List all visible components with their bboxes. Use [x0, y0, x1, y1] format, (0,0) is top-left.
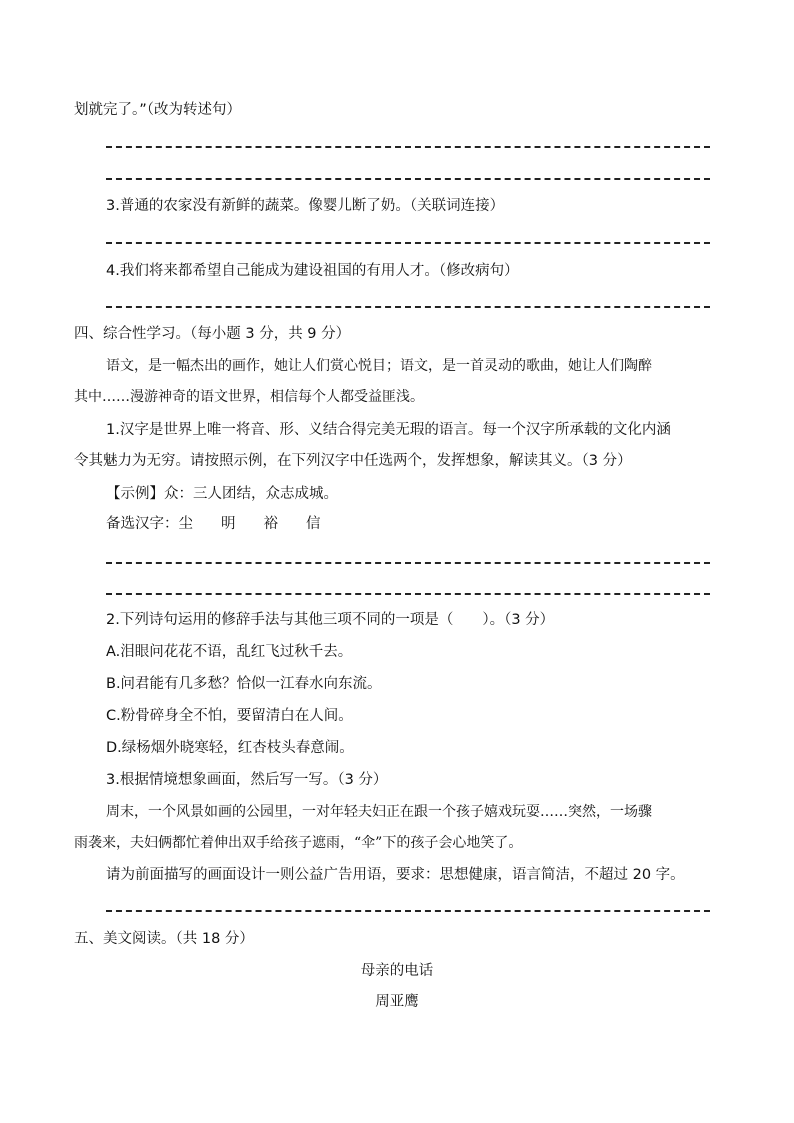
example-text: 【示例】众：三人团结，众志成城。 — [106, 486, 338, 502]
article-title: 母亲的电话 — [360, 963, 434, 979]
question-4-1: 1.汉字是世界上唯一将音、形、义结合得完美无瑕的语言。每一个汉字所承载的文化内涵 — [106, 422, 671, 438]
answer-line[interactable] — [106, 178, 710, 180]
candidate-char: 信 — [306, 516, 321, 532]
answer-line[interactable] — [106, 306, 710, 308]
candidate-char: 裕 — [263, 516, 278, 532]
candidate-char: 明 — [221, 516, 236, 532]
candidate-char: 尘 — [178, 516, 193, 532]
line-continuation: 划就完了。”（改为转述句） — [74, 102, 242, 118]
candidate-label: 备选汉字： — [106, 516, 179, 532]
answer-line[interactable] — [106, 146, 710, 148]
question-4-2: 2.下列诗句运用的修辞手法与其他三项不同的一项是（ ）。（3 分） — [106, 612, 555, 628]
section-4-title: 四、综合性学习。（每小题 3 分，共 9 分） — [74, 326, 351, 342]
intro-text: 语文，是一幅杰出的画作，她让人们赏心悦目；语文，是一首灵动的歌曲，她让人们陶醉 — [106, 358, 652, 374]
question-4-1: 令其魅力为无穷。请按照示例，在下列汉字中任选两个，发挥想象，解读其义。（3 分） — [74, 453, 632, 469]
answer-line[interactable] — [106, 910, 710, 912]
answer-line[interactable] — [106, 242, 710, 244]
intro-text: 其中……漫游神奇的语文世界，相信每个人都受益匪浅。 — [74, 389, 424, 405]
question-4: 4.我们将来都希望自己能成为建设祖国的有用人才。（修改病句） — [106, 263, 519, 279]
scene-text: 周末，一个风景如画的公园里，一对年轻夫妇正在跟一个孩子嬉戏玩耍……突然，一场骤 — [106, 804, 652, 820]
option-d: D.绿杨烟外晓寒轻，红杏枝头春意闹。 — [106, 740, 354, 756]
question-3: 3.普通的农家没有新鲜的蔬菜。像婴儿断了奶。（关联词连接） — [106, 198, 505, 214]
question-4-3-requirement: 请为前面描写的画面设计一则公益广告用语，要求：思想健康，语言简洁，不超过 20 字。 — [106, 867, 685, 883]
option-b: B.问君能有几多愁？恰似一江春水向东流。 — [106, 676, 382, 692]
scene-text: 雨袭来，夫妇俩都忙着伸出双手给孩子遮雨，“伞”下的孩子会心地笑了。 — [74, 835, 523, 851]
answer-line[interactable] — [106, 593, 710, 595]
section-5-title: 五、美文阅读。（共 18 分） — [74, 931, 254, 947]
answer-line[interactable] — [106, 562, 710, 564]
option-a: A.泪眼问花花不语，乱红飞过秋千去。 — [106, 644, 353, 660]
option-c: C.粉骨碎身全不怕，要留清白在人间。 — [106, 708, 353, 724]
question-4-3: 3.根据情境想象画面，然后写一写。（3 分） — [106, 772, 388, 788]
article-author: 周亚鹰 — [375, 994, 419, 1010]
candidate-chars — [106, 515, 321, 533]
